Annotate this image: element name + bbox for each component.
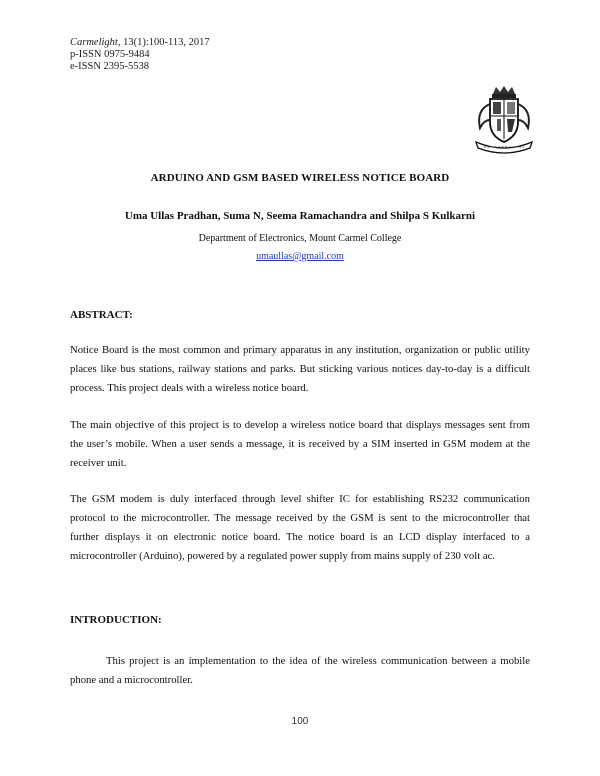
paper-title: ARDUINO AND GSM BASED WIRELESS NOTICE BOARD bbox=[150, 172, 450, 184]
introduction-paragraph: This project is an implementation to the idea of the wireless communication between a mobile phone and a microcontroller. bbox=[70, 655, 530, 686]
email-link[interactable]: umaullas@gmail.com bbox=[256, 251, 344, 262]
print-issn: p-ISSN 0975-9484 bbox=[70, 49, 150, 60]
author-list: Uma Ullas Pradhan, Suma N, Seema Ramachandra and Shilpa S Kulkarni bbox=[124, 210, 476, 222]
abstract-paragraph: Notice Board is the most common and primary apparatus in any institution, organization or public utility places like bus stations, railway stations and parks. But sticking various notices day-to-day is a difficult process. This project deals with a wireless notice board. bbox=[70, 344, 530, 394]
journal-reference bbox=[70, 37, 210, 49]
introduction-heading: INTRODUCTION: bbox=[70, 614, 162, 626]
journal-citation bbox=[70, 37, 210, 73]
journal-volume: 13(1):100-113, 2017 bbox=[120, 37, 210, 48]
abstract-paragraph: The GSM modem is duly interfaced through level shifter IC for establishing RS232 communication protocol to the microcontroller. The message received by the GSM is sent to the microcontroller that further displays it on electronic notice board. The notice board is an LCD display interfaced to a microcontroller (Arduino), powered by a regulated power supply from mains supply of 230 volt ac. bbox=[70, 493, 530, 562]
abstract-paragraph: The main objective of this project is to develop a wireless notice board that displays messages sent from the user’s mobile. When a user sends a message, it is received by a SIM inserted in GSM modem at the receiver unit. bbox=[70, 419, 530, 469]
abstract-heading: ABSTRACT: bbox=[70, 309, 133, 321]
author-affiliation: Department of Electronics, Mount Carmel College bbox=[198, 233, 402, 244]
college-crest-icon bbox=[468, 84, 540, 156]
journal-name: Carmelight, bbox=[70, 37, 121, 48]
page-number: 100 bbox=[291, 716, 309, 727]
electronic-issn: e-ISSN 2395-5538 bbox=[70, 61, 150, 72]
author-email bbox=[0, 251, 600, 262]
